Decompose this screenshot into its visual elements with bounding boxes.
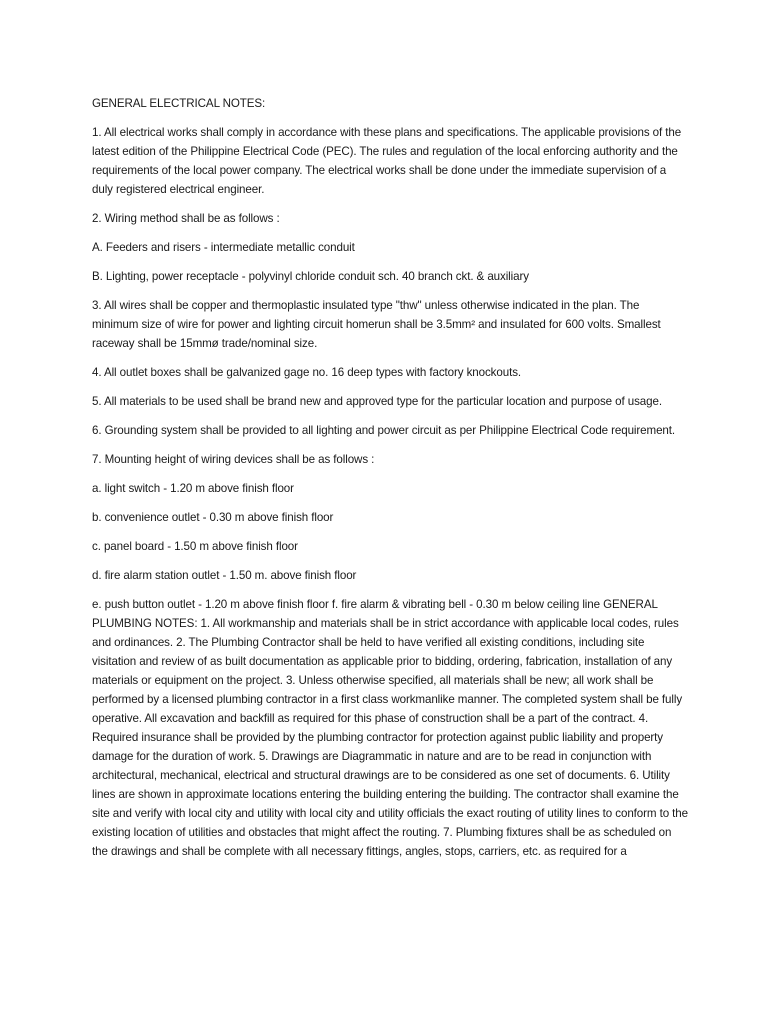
paragraph-2: 2. Wiring method shall be as follows : (92, 212, 280, 225)
paragraph-7c: c. panel board - 1.50 m above finish floor (92, 540, 298, 553)
document-heading: GENERAL ELECTRICAL NOTES: (92, 97, 266, 110)
paragraph-1: 1. All electrical works shall comply in accordance with these plans and specifications. The applicable provisions of the latest edition of the Philippine Electrical Code (PEC). The rules and regulation of the local enforcing authority and the requirements of the local power company. The electrical works shall be done under the immediate supervision of a duly registered electrical engineer. (92, 126, 682, 196)
paragraph-7e-and-plumbing-notes: e. push button outlet - 1.20 m above finish floor f. fire alarm & vibrating bell - 0.30 m below ceiling line GENERAL PLUMBING NOTES: 1. All workmanship and materials shall be in strict accordance with applicable local codes, rules and ordinances. 2. The Plumbing Contractor shall be held to have verified all existing conditions, including site visitation and review of as built documentation as applicable prior to bidding, ordering, fabrication, installation of any materials or equipment on the project. 3. Unless otherwise specified, all materials shall be new; all work shall be performed by a licensed plumbing contractor in a first class workmanlike manner. The completed system shall be fully operative. All excavation and backfill as required for this phase of construction shall be a part of the contract. 4. Required insurance shall be provided by the plumbing contractor for protection against public liability and property damage for the duration of work. 5. Drawings are Diagrammatic in nature and are to be read in conjunction with architectural, mechanical, electrical and structural drawings are to be considered as one set of documents. 6. Utility lines are shown in approximate locations entering the building entering the building. The contractor shall examine the site and verify with local city and utility with local city and utility officials the exact routing of utility lines to conform to the existing location of utilities and obstacles that might affect the routing. 7. Plumbing fixtures shall be as scheduled on the drawings and shall be complete with all necessary fittings, angles, stops, carriers, etc. as required for a (92, 598, 688, 858)
paragraph-7d: d. fire alarm station outlet - 1.50 m. above finish floor (92, 569, 357, 582)
paragraph-6: 6. Grounding system shall be provided to all lighting and power circuit as per Philippine Electrical Code requirement. (92, 424, 676, 437)
document-page (92, 94, 688, 861)
paragraph-3: 3. All wires shall be copper and thermoplastic insulated type "thw" unless otherwise indicated in the plan. The minimum size of wire for power and lighting circuit homerun shall be 3.5mm² and insulated for 600 volts. Smallest raceway shall be 15mmø trade/nominal size. (92, 299, 661, 350)
paragraph-2b: B. Lighting, power receptacle - polyvinyl chloride conduit sch. 40 branch ckt. & auxiliary (92, 270, 529, 283)
paragraph-7: 7. Mounting height of wiring devices shall be as follows : (92, 453, 375, 466)
paragraph-4: 4. All outlet boxes shall be galvanized gage no. 16 deep types with factory knockouts. (92, 366, 522, 379)
paragraph-7a: a. light switch - 1.20 m above finish floor (92, 482, 294, 495)
paragraph-2a: A. Feeders and risers - intermediate metallic conduit (92, 241, 355, 254)
paragraph-5: 5. All materials to be used shall be brand new and approved type for the particular location and purpose of usage. (92, 395, 662, 408)
paragraph-7b: b. convenience outlet - 0.30 m above finish floor (92, 511, 334, 524)
